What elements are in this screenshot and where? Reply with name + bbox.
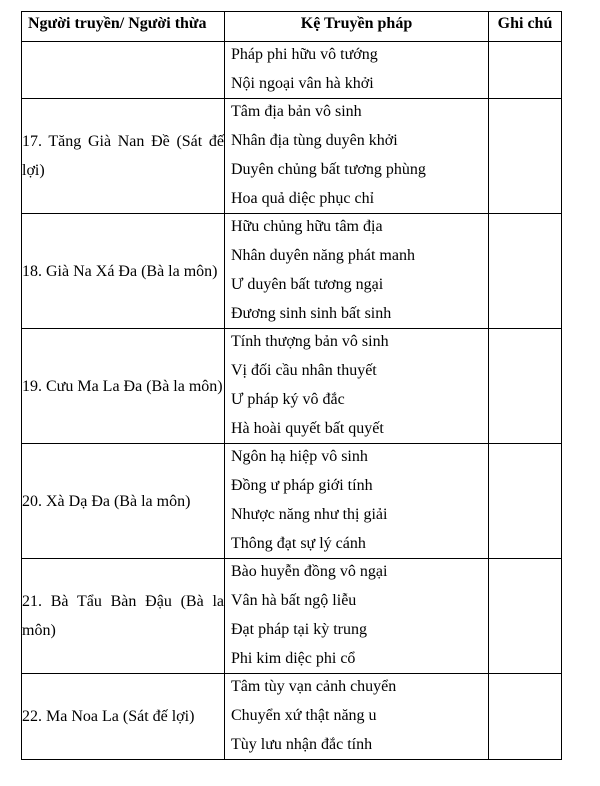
header-note (489, 12, 562, 42)
table-row (22, 99, 562, 214)
verse-line: Phi kim diệc phi cổ (231, 650, 356, 667)
note-cell (489, 214, 562, 329)
verse-line: Vân hà bất ngộ liễu (231, 592, 357, 609)
note-cell (489, 674, 562, 760)
transmitter-name: 22. Ma Noa La (Sát đế lợi) (22, 674, 225, 760)
verse-line: Đạt pháp tại kỳ trung (231, 621, 367, 638)
verse-line: Thông đạt sự lý cánh (231, 535, 366, 552)
transmission-verse (225, 42, 489, 99)
transmission-verse (225, 329, 489, 444)
verse-line: Ư pháp ký vô đắc (231, 391, 345, 408)
transmitter-name: 19. Cưu Ma La Đa (Bà la môn) (22, 329, 225, 444)
verse-line: Hữu chủng hữu tâm địa (231, 218, 383, 235)
transmission-verse (225, 99, 489, 214)
verse-line: Bào huyễn đồng vô ngại (231, 563, 388, 580)
verse-line: Đương sinh sinh bất sinh (231, 305, 392, 322)
verse-line: Pháp phi hữu vô tướng (231, 46, 378, 63)
verse-line: Chuyển xứ thật năng u (231, 707, 377, 724)
verse-line: Tùy lưu nhận đắc tính (231, 736, 373, 753)
transmitter-name: 20. Xà Dạ Đa (Bà la môn) (22, 444, 225, 559)
verse-line: Duyên chủng bất tương phùng (231, 161, 426, 178)
note-cell (489, 444, 562, 559)
verse-line: Tâm địa bản vô sinh (231, 103, 362, 120)
table-row (22, 329, 562, 444)
verse-line: Đồng ư pháp giới tính (231, 477, 373, 494)
verse-line: Nội ngoại vân hà khởi (231, 75, 374, 92)
transmission-verse (225, 214, 489, 329)
verse-line: Tính thượng bản vô sinh (231, 333, 389, 350)
header-verse-label: Kệ Truyền pháp (300, 15, 413, 32)
table-row (22, 214, 562, 329)
transmission-verse (225, 674, 489, 760)
verse-line: Ư duyên bất tương ngại (231, 276, 384, 293)
transmitter-name: 17. Tăng Già Nan Đề (Sát đế lợi) (22, 99, 225, 214)
verse-line: Vị đối cầu nhân thuyết (231, 362, 377, 379)
table-row (22, 444, 562, 559)
table-row (22, 559, 562, 674)
verse-line: Ngôn hạ hiệp vô sinh (231, 448, 368, 465)
header-note-label: Ghi chú (497, 15, 553, 32)
header-transmitter (22, 12, 225, 42)
header-verse (225, 12, 489, 42)
verse-line: Nhược năng như thị giải (231, 506, 388, 523)
note-cell (489, 559, 562, 674)
transmission-verse (225, 559, 489, 674)
table-row (22, 674, 562, 760)
table-header-row (22, 12, 562, 42)
verse-line: Hoa quả diệc phục chỉ (231, 190, 375, 207)
verse-line: Nhân địa tùng duyên khởi (231, 132, 398, 149)
header-transmitter-label: Người truyền/ Người thừa (28, 15, 207, 32)
transmitter-name: 18. Già Na Xá Đa (Bà la môn) (22, 214, 225, 329)
transmitter-name: 21. Bà Tẩu Bàn Đậu (Bà la môn) (22, 559, 225, 674)
note-cell (489, 329, 562, 444)
note-cell (489, 99, 562, 214)
note-cell (489, 42, 562, 99)
verse-line: Tâm tùy vạn cảnh chuyển (231, 678, 397, 695)
verse-line: Hà hoài quyết bất quyết (231, 420, 384, 437)
verse-line: Nhân duyên năng phát manh (231, 247, 415, 264)
transmitter-name (22, 42, 225, 99)
table-row (22, 42, 562, 99)
transmission-verse (225, 444, 489, 559)
lineage-table (21, 11, 562, 760)
